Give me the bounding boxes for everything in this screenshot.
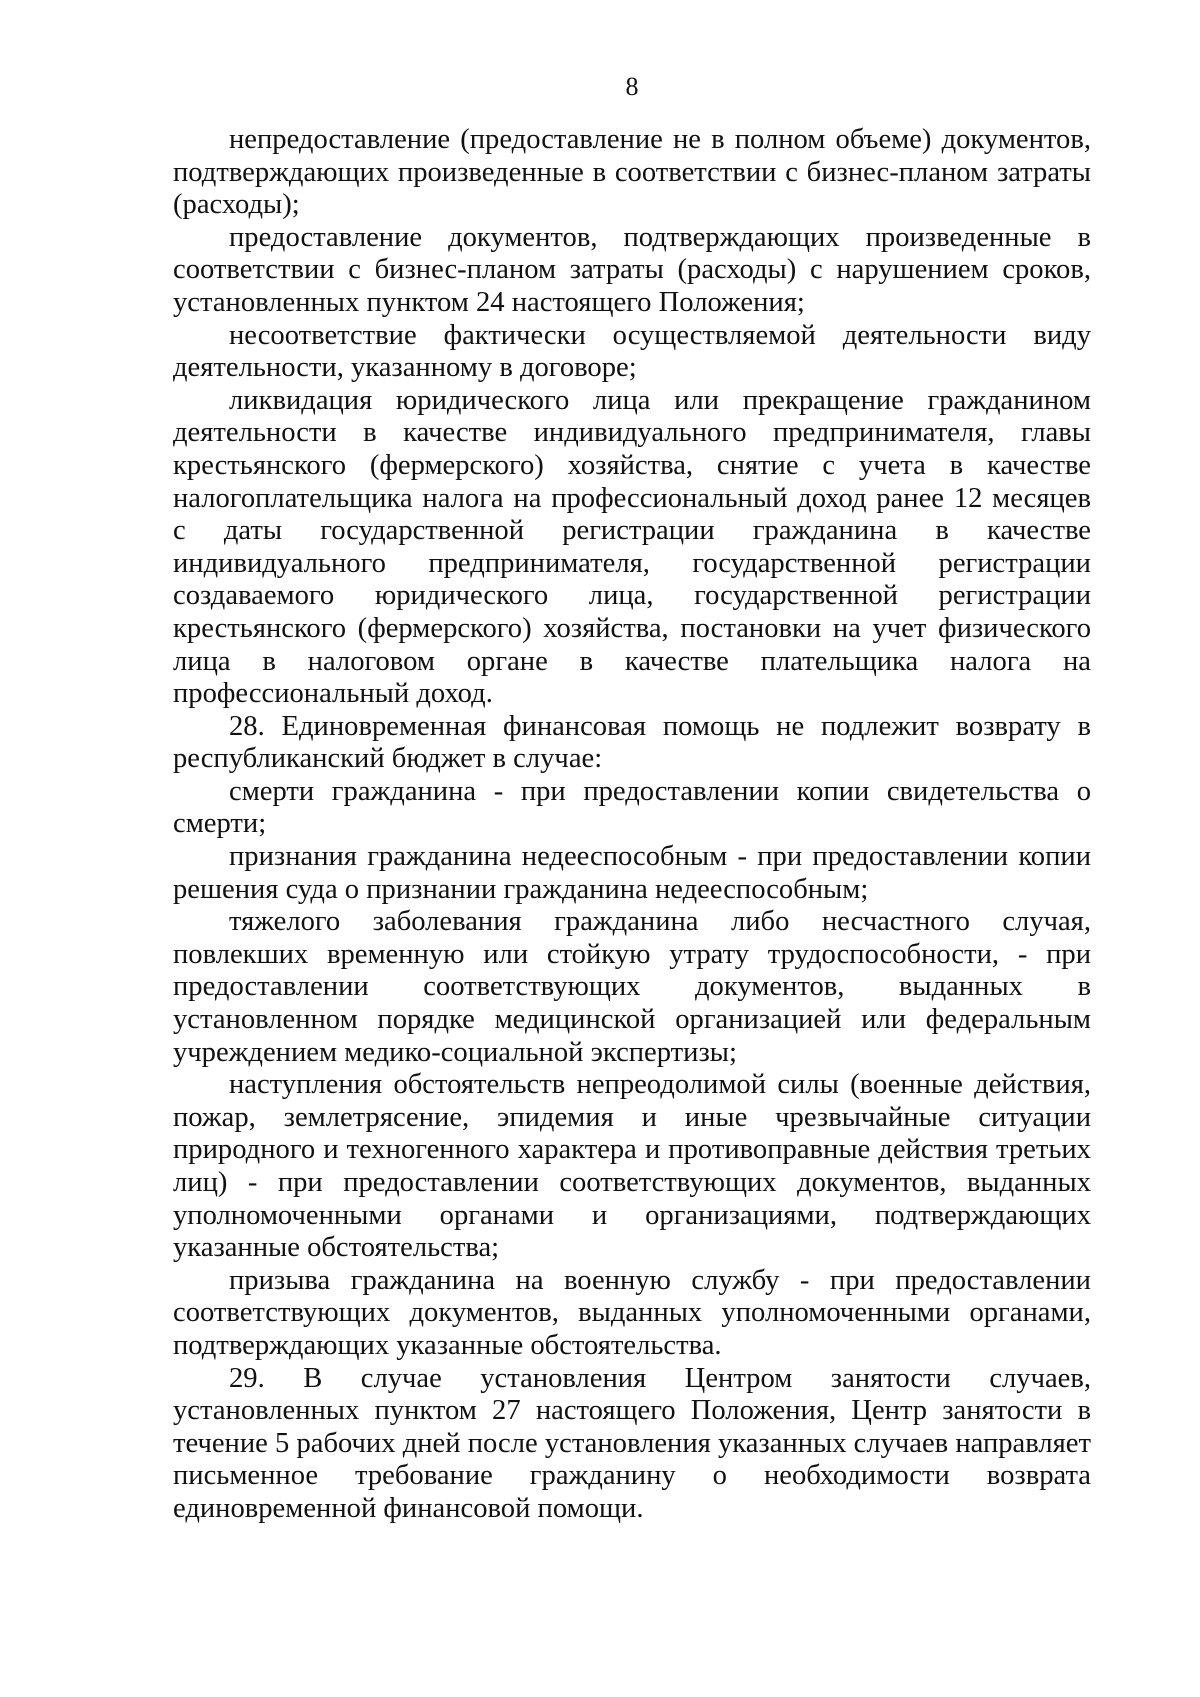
paragraph-section-29: 29. В случае установления Центром занятости случаев, установленных пунктом 27 настоящего Положения, Центр занятости в течение 5 рабочих дней после установления указанных случаев направляет письменное требование гражданину о необходимости возврата единовременной финансовой помощи.	[173, 1362, 1091, 1524]
paragraph-incapacity: признания гражданина недееспособным - при предоставлении копии решения суда о признании гражданина недееспособным;	[173, 841, 1091, 905]
page-number: 8	[625, 72, 639, 101]
paragraph-death: смерти гражданина - при предоставлении копии свидетельства о смерти;	[173, 775, 1091, 840]
paragraph-military-service: призыва гражданина на военную службу - при предоставлении соответствующих документов, выданных уполномоченными органами, подтверждающих указанные обстоятельства.	[173, 1264, 1091, 1361]
paragraph-non-submission: непредоставление (предоставление не в полном объеме) документов, подтверждающих произведенные в соответствии с бизнес-планом затраты (расходы);	[173, 124, 1091, 221]
paragraph-late-submission: предоставление документов, подтверждающих произведенные в соответствии с бизнес-планом затраты (расходы) с нарушением сроков, установленных пунктом 24 настоящего Положения;	[173, 221, 1091, 318]
paragraph-section-28: 28. Единовременная финансовая помощь не подлежит возврату в республиканский бюджет в случае:	[173, 710, 1091, 775]
paragraph-liquidation: ликвидация юридического лица или прекращение гражданином деятельности в качестве индивидуального предпринимателя, главы крестьянского (фермерского) хозяйства, снятие с учета в качестве налогоплательщика налога на профессиональный доход ранее 12 месяцев с даты государственной регистрации гражданина в качестве индивидуального предпринимателя, государственной регистрации создаваемого юридического лица, государственной регистрации крестьянского (фермерского) хозяйства, постановки на учет физического лица в налоговом органе в качестве плательщика налога на профессиональный доход.	[173, 384, 1091, 710]
document-body	[173, 124, 1091, 1526]
paragraph-activity-mismatch: несоответствие фактически осуществляемой деятельности виду деятельности, указанному в договоре;	[173, 319, 1091, 384]
paragraph-illness: тяжелого заболевания гражданина либо несчастного случая, повлекших временную или стойкую утрату трудоспособности, - при предоставлении соответствующих документов, выданных в установленном порядке медицинской организацией или федеральным учреждением медико-социальной экспертизы;	[173, 906, 1091, 1068]
paragraph-force-majeure: наступления обстоятельств непреодолимой силы (военные действия, пожар, землетрясение, эпидемия и иные чрезвычайные ситуации природного и техногенного характера и противоправные действия третьих лиц) - при предоставлении соответствующих документов, выданных уполномоченными органами и организациями, подтверждающих указанные обстоятельства;	[173, 1069, 1091, 1264]
